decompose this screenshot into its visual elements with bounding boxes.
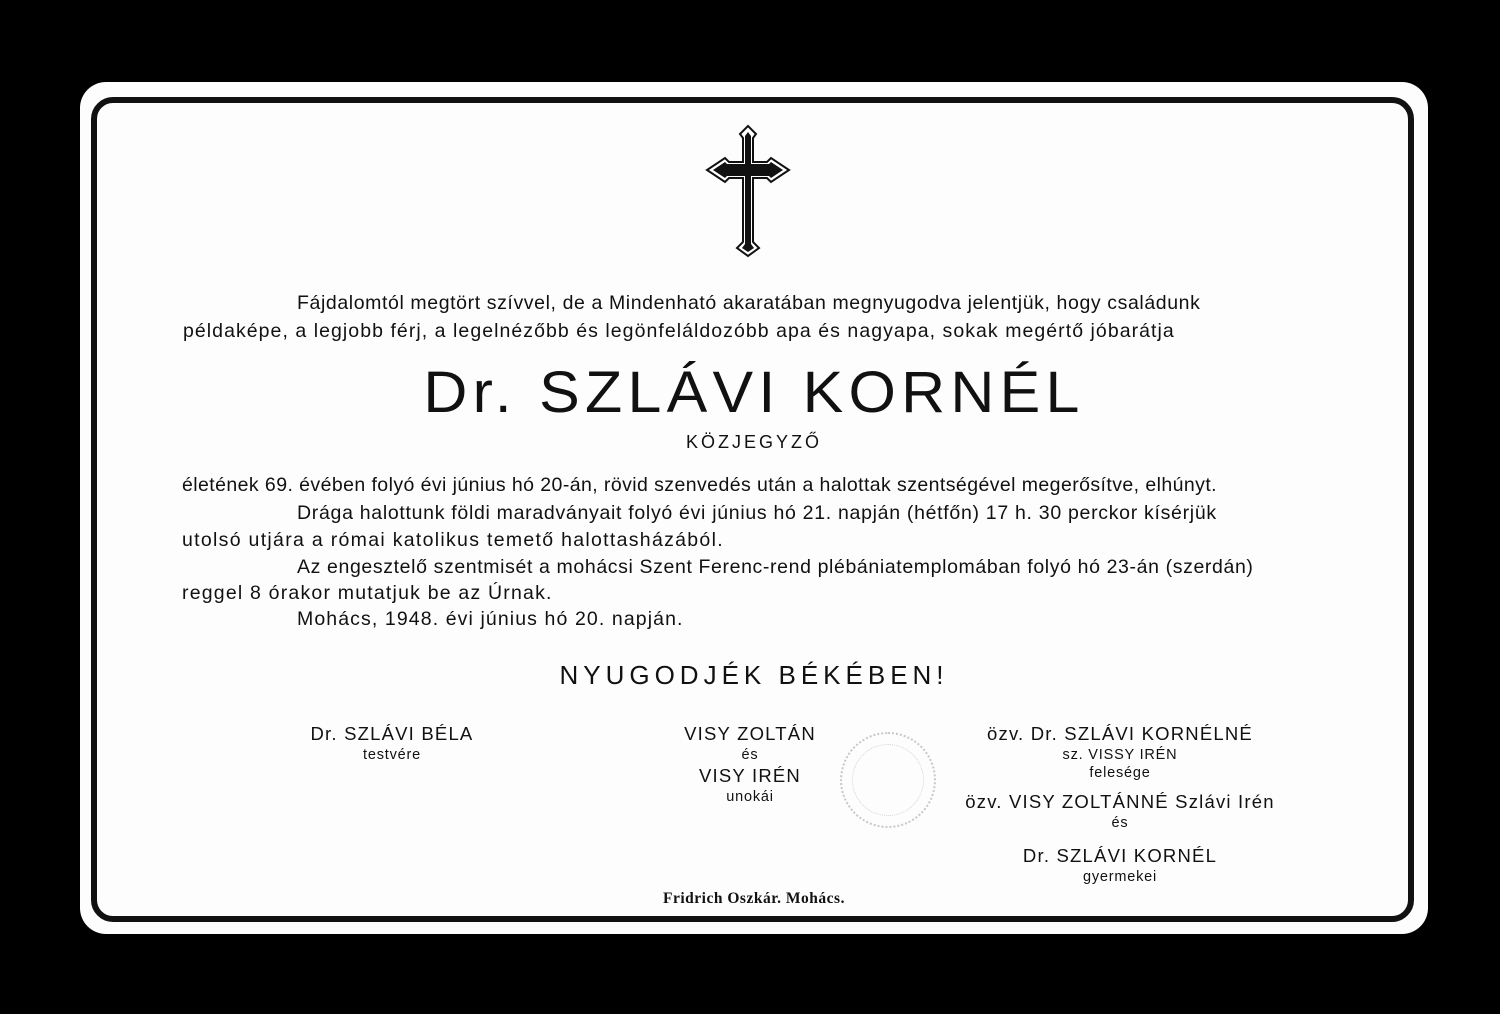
child-2-name: Dr. SZLÁVI KORNÉL [1022,845,1218,866]
sibling-name: Dr. SZLÁVI BÉLA [310,723,474,744]
mourner-widow [920,722,1320,782]
funeral-line-1: Drága halottunk földi maradványait folyó évi június hó 21. napján (hétfőn) 17 h. 30 perckor kísérjük [297,502,1217,524]
mourner-child-2 [950,844,1290,886]
intro-line-1: Fájdalomtól megtört szívvel, de a Mindenható akaratában megnyugodva jelentjük, hogy családunk [297,292,1201,314]
widow-maiden-name: sz. VISSY IRÉN [1062,747,1178,763]
grandchild-1-name: VISY ZOLTÁN [684,723,816,744]
mass-line-2: reggel 8 órakor mutatjuk be az Úrnak. [182,582,553,604]
intro-line-2: példaképe, a legjobb férj, a legelnézőbb és legönfeláldozóbb apa és nagyapa, sokak megértő jóbarátja [183,320,1175,342]
children-role: gyermekei [1082,869,1158,885]
printer-imprint: Fridrich Oszkár. Mohács. [663,890,845,907]
deceased-title: KÖZJEGYZŐ [685,432,822,452]
child-1-name: özv. VISY ZOLTÁNNÉ Szlávi Irén [965,791,1275,812]
cross-icon [703,124,793,258]
rest-in-peace-heading: NYUGODJÉK BÉKÉBEN! [559,660,949,690]
sibling-role: testvére [363,747,421,763]
widow-name: özv. Dr. SZLÁVI KORNÉLNÉ [987,723,1253,744]
mourner-child-1 [880,790,1360,832]
mass-line-1: Az engesztelő szentmisét a mohácsi Szent Ferenc-rend plébániatemplomában folyó hó 23-án (szerdán) [297,556,1254,578]
mourner-grandchildren [650,722,850,806]
deceased-name: Dr. SZLÁVI KORNÉL [423,360,1085,425]
funeral-line-2: utolsó utjára a római katolikus temető halottasházából. [182,529,724,551]
place-date-line: Mohács, 1948. évi június hó 20. napján. [297,608,684,630]
obituary-card [80,82,1428,934]
death-line: életének 69. évében folyó évi június hó 20-án, rövid szenvedés után a halottak szentségével megerősítve, elhúnyt. [182,474,1217,496]
grandchildren-role: unokái [726,789,774,805]
children-and: és [1111,815,1129,831]
grandchild-2-name: VISY IRÉN [699,765,801,786]
grandchildren-and: és [741,747,759,763]
widow-role: felesége [1089,765,1151,781]
mourner-sibling [292,722,492,764]
